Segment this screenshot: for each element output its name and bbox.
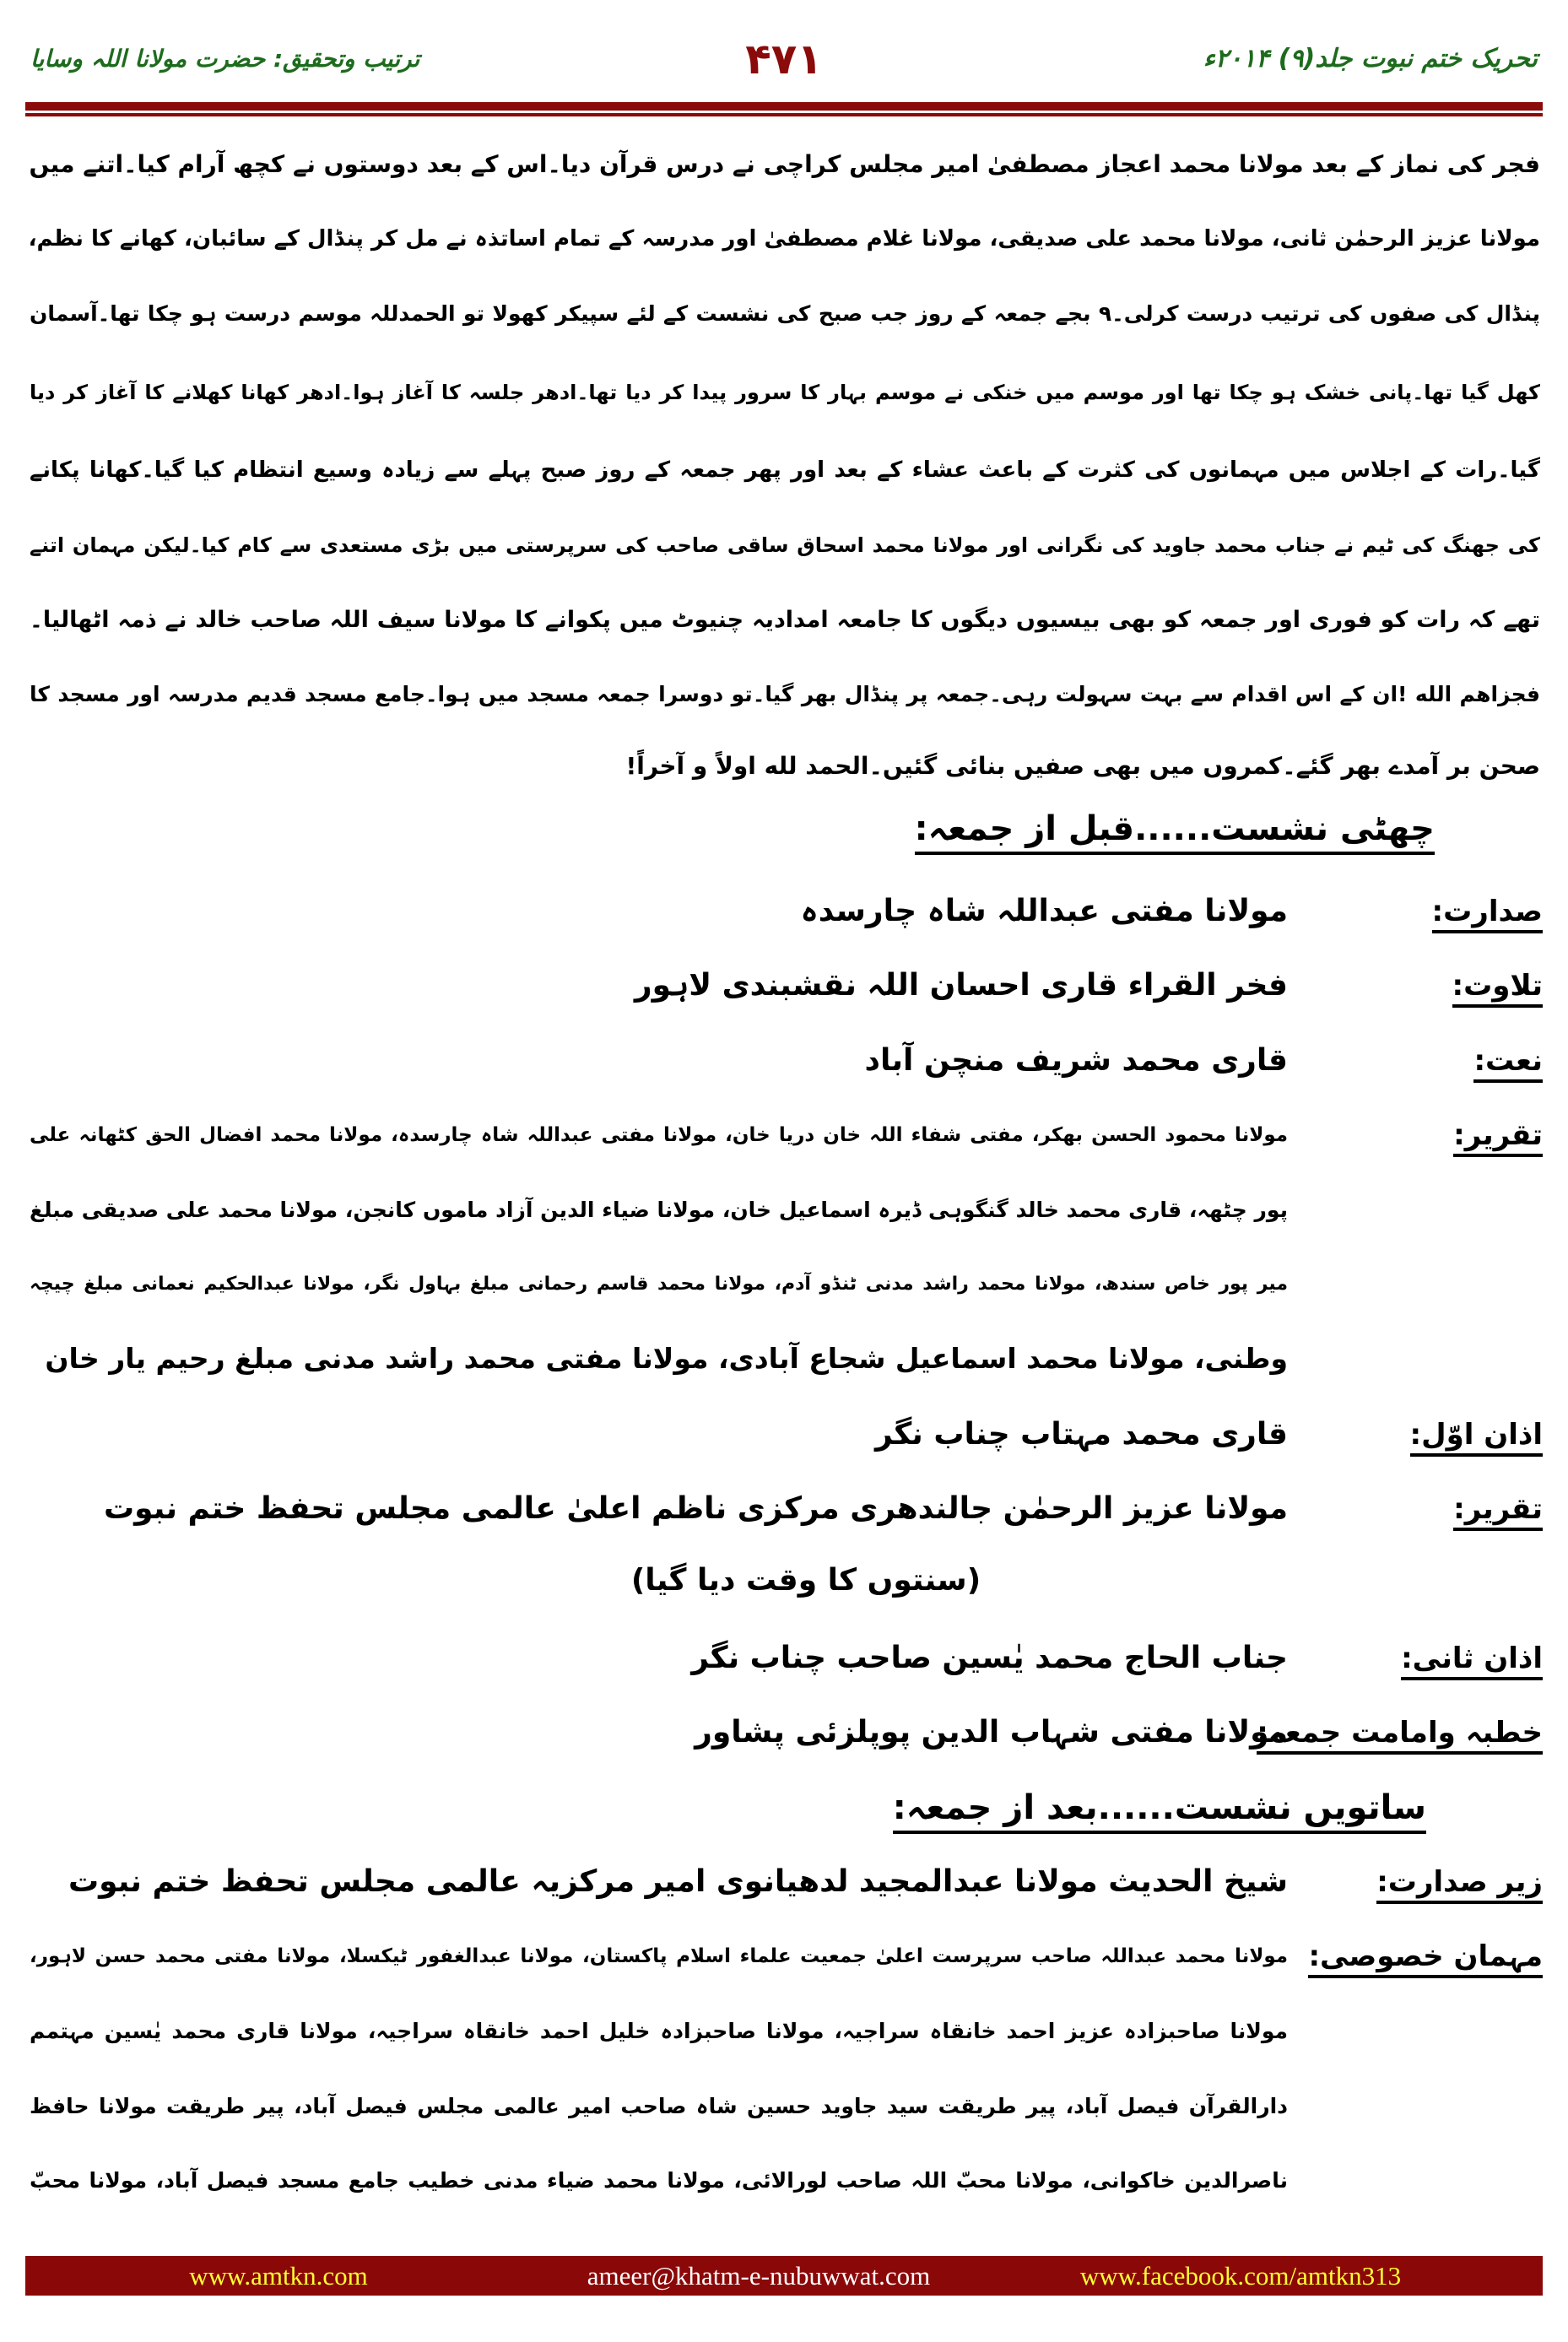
session6-heading: [914, 793, 1435, 864]
paragraph-line: فجر کی نماز کے بعد مولانا محمد اعجاز مصطفیٰ امیر مجلس کراچی نے درس قرآن دیا۔اس کے بعد دوستوں نے کچھ آرام کیا۔اتنے میں: [29, 150, 1540, 178]
speeches-line: میر پور خاص سندھ، مولانا محمد راشد مدنی ٹنڈو آدم، مولانا محمد قاسم رحمانی مبلغ بہاول نگر، مولانا عبدالحکیم نعمانی مبلغ چیچہ: [30, 1274, 1288, 1295]
paragraph-line: صحن بر آمدے بھر گئے۔کمروں میں بھی صفیں بنائی گئیں۔الحمد لله اولاً و آخراً!: [625, 752, 1540, 780]
compiler-credit: ترتیب وتحقیق: حضرت مولانا اللہ وسایا: [30, 45, 420, 73]
adhan2-label-text: اذان ثانی:: [1401, 1642, 1543, 1680]
header-divider-thin: [25, 113, 1543, 116]
paragraph-line: کھل گیا تھا۔پانی خشک ہو چکا تھا اور موسم میں خنکی نے موسم بہار کا سرور پیدا کر دیا تھا۔ادھر جلسہ کا آغاز ہوا۔ادھر کھانا کھلانے کا آغاز کر دیا: [30, 381, 1540, 404]
guests-line: ناصرالدین خاکوانی، مولانا محبّ اللہ صاحب لورالائی، مولانا محمد ضیاء مدنی خطیب جامع مسجد فیصل آباد، مولانا محبّ: [30, 2168, 1288, 2193]
session7-heading: [892, 1772, 1426, 1843]
speech2-label: [1453, 1475, 1543, 1543]
naat-label: [1473, 1027, 1543, 1095]
speeches-line: مولانا محمود الحسن بھکر، مفتی شفاء اللہ خان دریا خان، مولانا مفتی عبداللہ شاہ چارسدہ، مولانا محمد افضال الحق کٹھانہ علی: [30, 1124, 1288, 1146]
facebook-link[interactable]: www.facebook.com/amtkn313: [1079, 2261, 1402, 2291]
speech2-value: مولانا عزیز الرحمٰن جالندھری مرکزی ناظم اعلیٰ عالمی مجلس تحفظ ختم نبوت: [104, 1491, 1288, 1526]
email-link[interactable]: ameer@khatm-e-nubuwwat.com: [587, 2261, 931, 2291]
adhan1-value: قاری محمد مہتاب چناب نگر: [874, 1417, 1288, 1452]
session7-presidency-label: [1376, 1848, 1543, 1916]
speeches-line: وطنی، مولانا محمد اسماعیل شجاع آبادی، مولانا مفتی محمد راشد مدنی مبلغ رحیم یار خان: [45, 1342, 1288, 1375]
recitation-label-text: تلاوت:: [1452, 969, 1543, 1008]
naat-label-text: نعت:: [1473, 1044, 1543, 1083]
presidency-label-text: صدارت:: [1432, 895, 1543, 933]
paragraph-line: مولانا عزیز الرحمٰن ثانی، مولانا محمد علی صدیقی، مولانا غلام مصطفیٰ اور مدرسہ کے تمام اساتذہ نے مل کر پنڈال کے سائبان، کھانے کا نظم،: [28, 226, 1540, 252]
paragraph-line: تھے کہ رات کو فوری اور جمعہ کو بھی بیسیوں دیگوں کا جامعہ امدادیہ چنیوٹ میں پکوانے کا مولانا سیف اللہ صاحب خالد نے ذمہ اٹھالیا۔: [30, 607, 1540, 633]
footer-bar: [25, 2256, 1543, 2296]
speeches-label-text: تقریر:: [1453, 1118, 1543, 1157]
guests-line: مولانا صاحبزادہ عزیز احمد خانقاہ سراجیہ، مولانا صاحبزادہ خلیل احمد خانقاہ سراجیہ، مولانا قاری محمد یٰسین مہتمم: [30, 2019, 1288, 2043]
session7-presidency-value: شیخ الحدیث مولانا عبدالمجید لدھیانوی امیر مرکزیہ عالمی مجلس تحفظ ختم نبوت: [68, 1864, 1288, 1899]
recitation-value: فخر القراء قاری احسان اللہ نقشبندی لاہور: [634, 968, 1288, 1003]
khutbah-label-text: خطبہ وامامت جمعہ:: [1257, 1716, 1543, 1755]
presidency-value: مولانا مفتی عبداللہ شاہ چارسدہ: [800, 894, 1288, 928]
adhan2-label: [1401, 1625, 1543, 1692]
page-number: ۴۷۱: [745, 35, 823, 84]
guests-line: دارالقرآن فیصل آباد، پیر طریقت سید جاوید حسین شاہ صاحب امیر عالمی مجلس فیصل آباد، پیر طریقت مولانا حافظ: [30, 2094, 1288, 2118]
header-divider-thick: [25, 102, 1543, 111]
adhan1-label: [1410, 1401, 1544, 1468]
paragraph-line: کی جھنگ کی ٹیم نے جناب محمد جاوید کی نگرانی اور مولانا محمد اسحاق ساقی صاحب کی سرپرستی میں بڑی مستعدی سے کام کیا۔لیکن مہمان اتنے: [30, 533, 1540, 557]
sunnah-note: (سنتوں کا وقت دیا گیا): [630, 1563, 981, 1598]
khutbah-value: مولانا مفتی شہاب الدین پوپلزئی پشاور: [695, 1715, 1288, 1750]
speeches-label: [1453, 1101, 1543, 1169]
session7-heading-text: ساتویں نشست......بعد از جمعہ:: [893, 1788, 1426, 1834]
session6-heading-text: چھٹی نشست......قبل از جمعہ:: [915, 809, 1435, 855]
recitation-label: [1452, 952, 1543, 1020]
khutbah-label: [1257, 1699, 1543, 1766]
speeches-line: پور چٹھہ، قاری محمد خالد گنگوہی ڈیرہ اسماعیل خان، مولانا ضیاء الدین آزاد ماموں کانجن، مولانا محمد علی صدیقی مبلغ: [30, 1198, 1288, 1222]
paragraph-line: پنڈال کی صفوں کی ترتیب درست کرلی۔۹ بجے جمعہ کے روز جب صبح کی نشست کے لئے سپیکر کھولا تو الحمدللہ موسم درست ہو چکا تھا۔آسمان: [30, 301, 1541, 326]
paragraph-line: فجزاهم الله !ان کے اس اقدام سے بہت سہولت رہی۔جمعہ پر پنڈال بھر گیا۔تو دوسرا جمعہ مسجد میں ہوا۔جامع مسجد قدیم مدرسہ اور مسجد کا: [30, 682, 1540, 706]
paragraph-line: گیا۔رات کے اجلاس میں مہمانوں کی کثرت کے باعث عشاء کے بعد اور پھر جمعہ کے روز صبح پہلے سے زیادہ وسیع انتظام کیا گیا۔کھانا پکانے: [30, 457, 1540, 483]
adhan2-value: جناب الحاج محمد یٰسین صاحب چناب نگر: [691, 1641, 1288, 1675]
adhan1-label-text: اذان اوّل:: [1410, 1418, 1544, 1457]
guests-label: [1308, 1923, 1543, 1990]
website-link[interactable]: www.amtkn.com: [189, 2261, 368, 2291]
presidency-label: [1432, 878, 1543, 945]
session7-presidency-label-text: زیر صدارت:: [1376, 1865, 1543, 1904]
naat-value: قاری محمد شریف منچن آباد: [864, 1043, 1288, 1078]
guests-label-text: مہمان خصوصی:: [1308, 1939, 1543, 1978]
book-title: تحریک ختم نبوت جلد(۹) ۲۰۱۴ء: [1203, 44, 1538, 73]
speech2-label-text: تقریر:: [1453, 1492, 1543, 1531]
guests-line: مولانا محمد عبداللہ صاحب سرپرست اعلیٰ جمعیت علماء اسلام پاکستان، مولانا عبدالغفور ٹیکسلا، مولانا مفتی محمد حسن لاہور،: [30, 1945, 1288, 1967]
